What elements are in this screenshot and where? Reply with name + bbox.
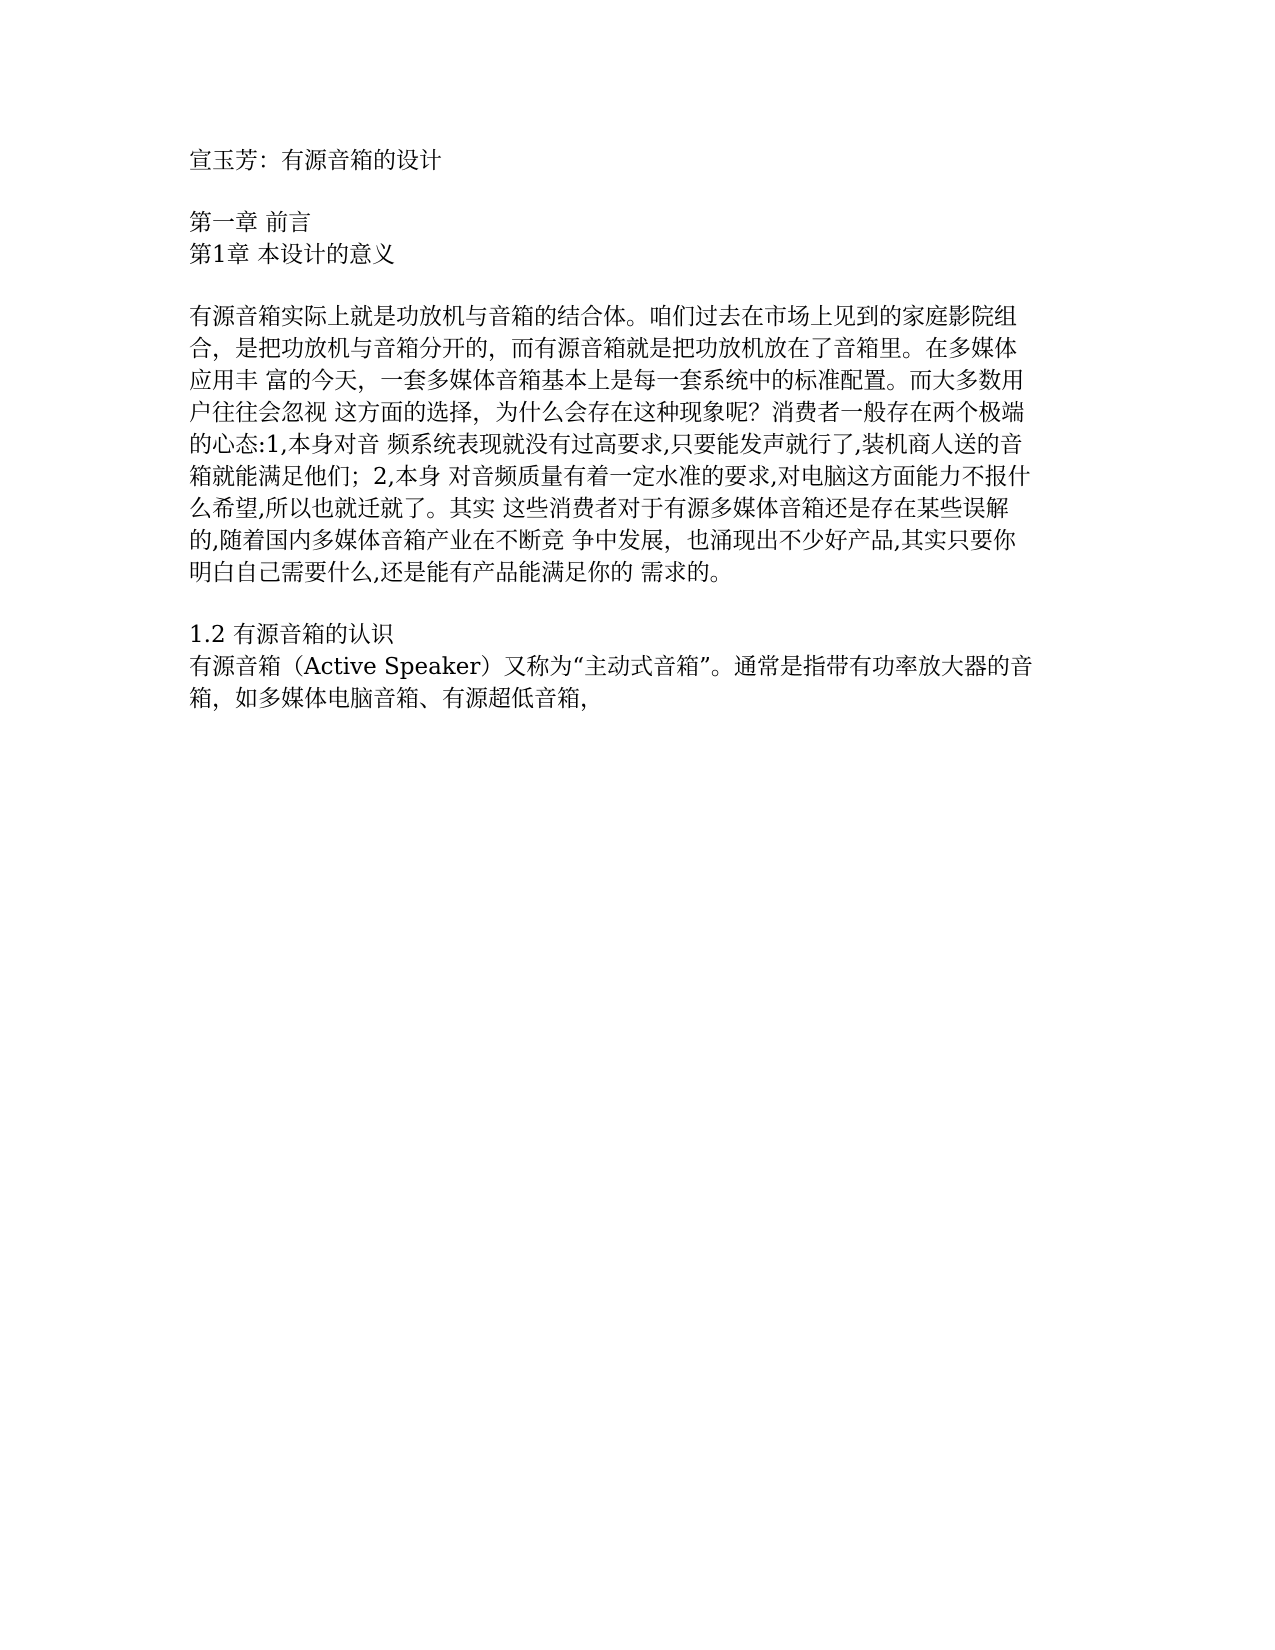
document-body <box>189 145 1089 715</box>
paragraph-line: 明白自己需要什么,还是能有产品能满足你的 需求的。 <box>189 560 733 586</box>
paragraph-line: 合，是把功放机与音箱分开的，而有源音箱就是把功放机放在了音箱里。在多媒体 <box>189 336 1017 362</box>
chapter-title: 第一章 前言 <box>189 210 312 236</box>
blank-line <box>189 177 1089 207</box>
paragraph-1 <box>189 301 1089 589</box>
section-1-1-title: 第1章 本设计的意义 <box>189 242 395 268</box>
paragraph-line: 箱，如多媒体电脑音箱、有源超低音箱， <box>189 686 603 712</box>
blank-line <box>189 589 1089 619</box>
paragraph-line: 箱就能满足他们；2,本身 对音频质量有着一定水准的要求,对电脑这方面能力不报什 <box>189 464 1031 490</box>
paragraph-line: 应用丰 富的今天，一套多媒体音箱基本上是每一套系统中的标准配置。而大多数用 <box>189 368 1025 394</box>
paragraph-line: 么希望,所以也就迁就了。其实 这些消费者对于有源多媒体音箱还是存在某些误解 <box>189 496 1009 522</box>
paragraph-line: 的,随着国内多媒体音箱产业在不断竞 争中发展，也涌现出不少好产品,其实只要你 <box>189 528 1016 554</box>
paragraph-line: 的心态:1,本身对音 频系统表现就没有过高要求,只要能发声就行了,装机商人送的音 <box>189 432 1023 458</box>
paragraph-line: 有源音箱实际上就是功放机与音箱的结合体。咱们过去在市场上见到的家庭影院组 <box>189 304 1017 330</box>
paragraph-line: 户往往会忽视 这方面的选择，为什么会存在这种现象呢？消费者一般存在两个极端 <box>189 400 1025 426</box>
document-header-line: 宣玉芳：有源音箱的设计 <box>189 148 442 174</box>
paragraph-line: 有源音箱（Active Speaker）又称为“主动式音箱”。通常是指带有功率放大器的音 <box>189 654 1033 680</box>
section-1-2-title: 1.2 有源音箱的认识 <box>189 622 394 648</box>
paragraph-2 <box>189 651 1089 715</box>
blank-line <box>189 271 1089 301</box>
